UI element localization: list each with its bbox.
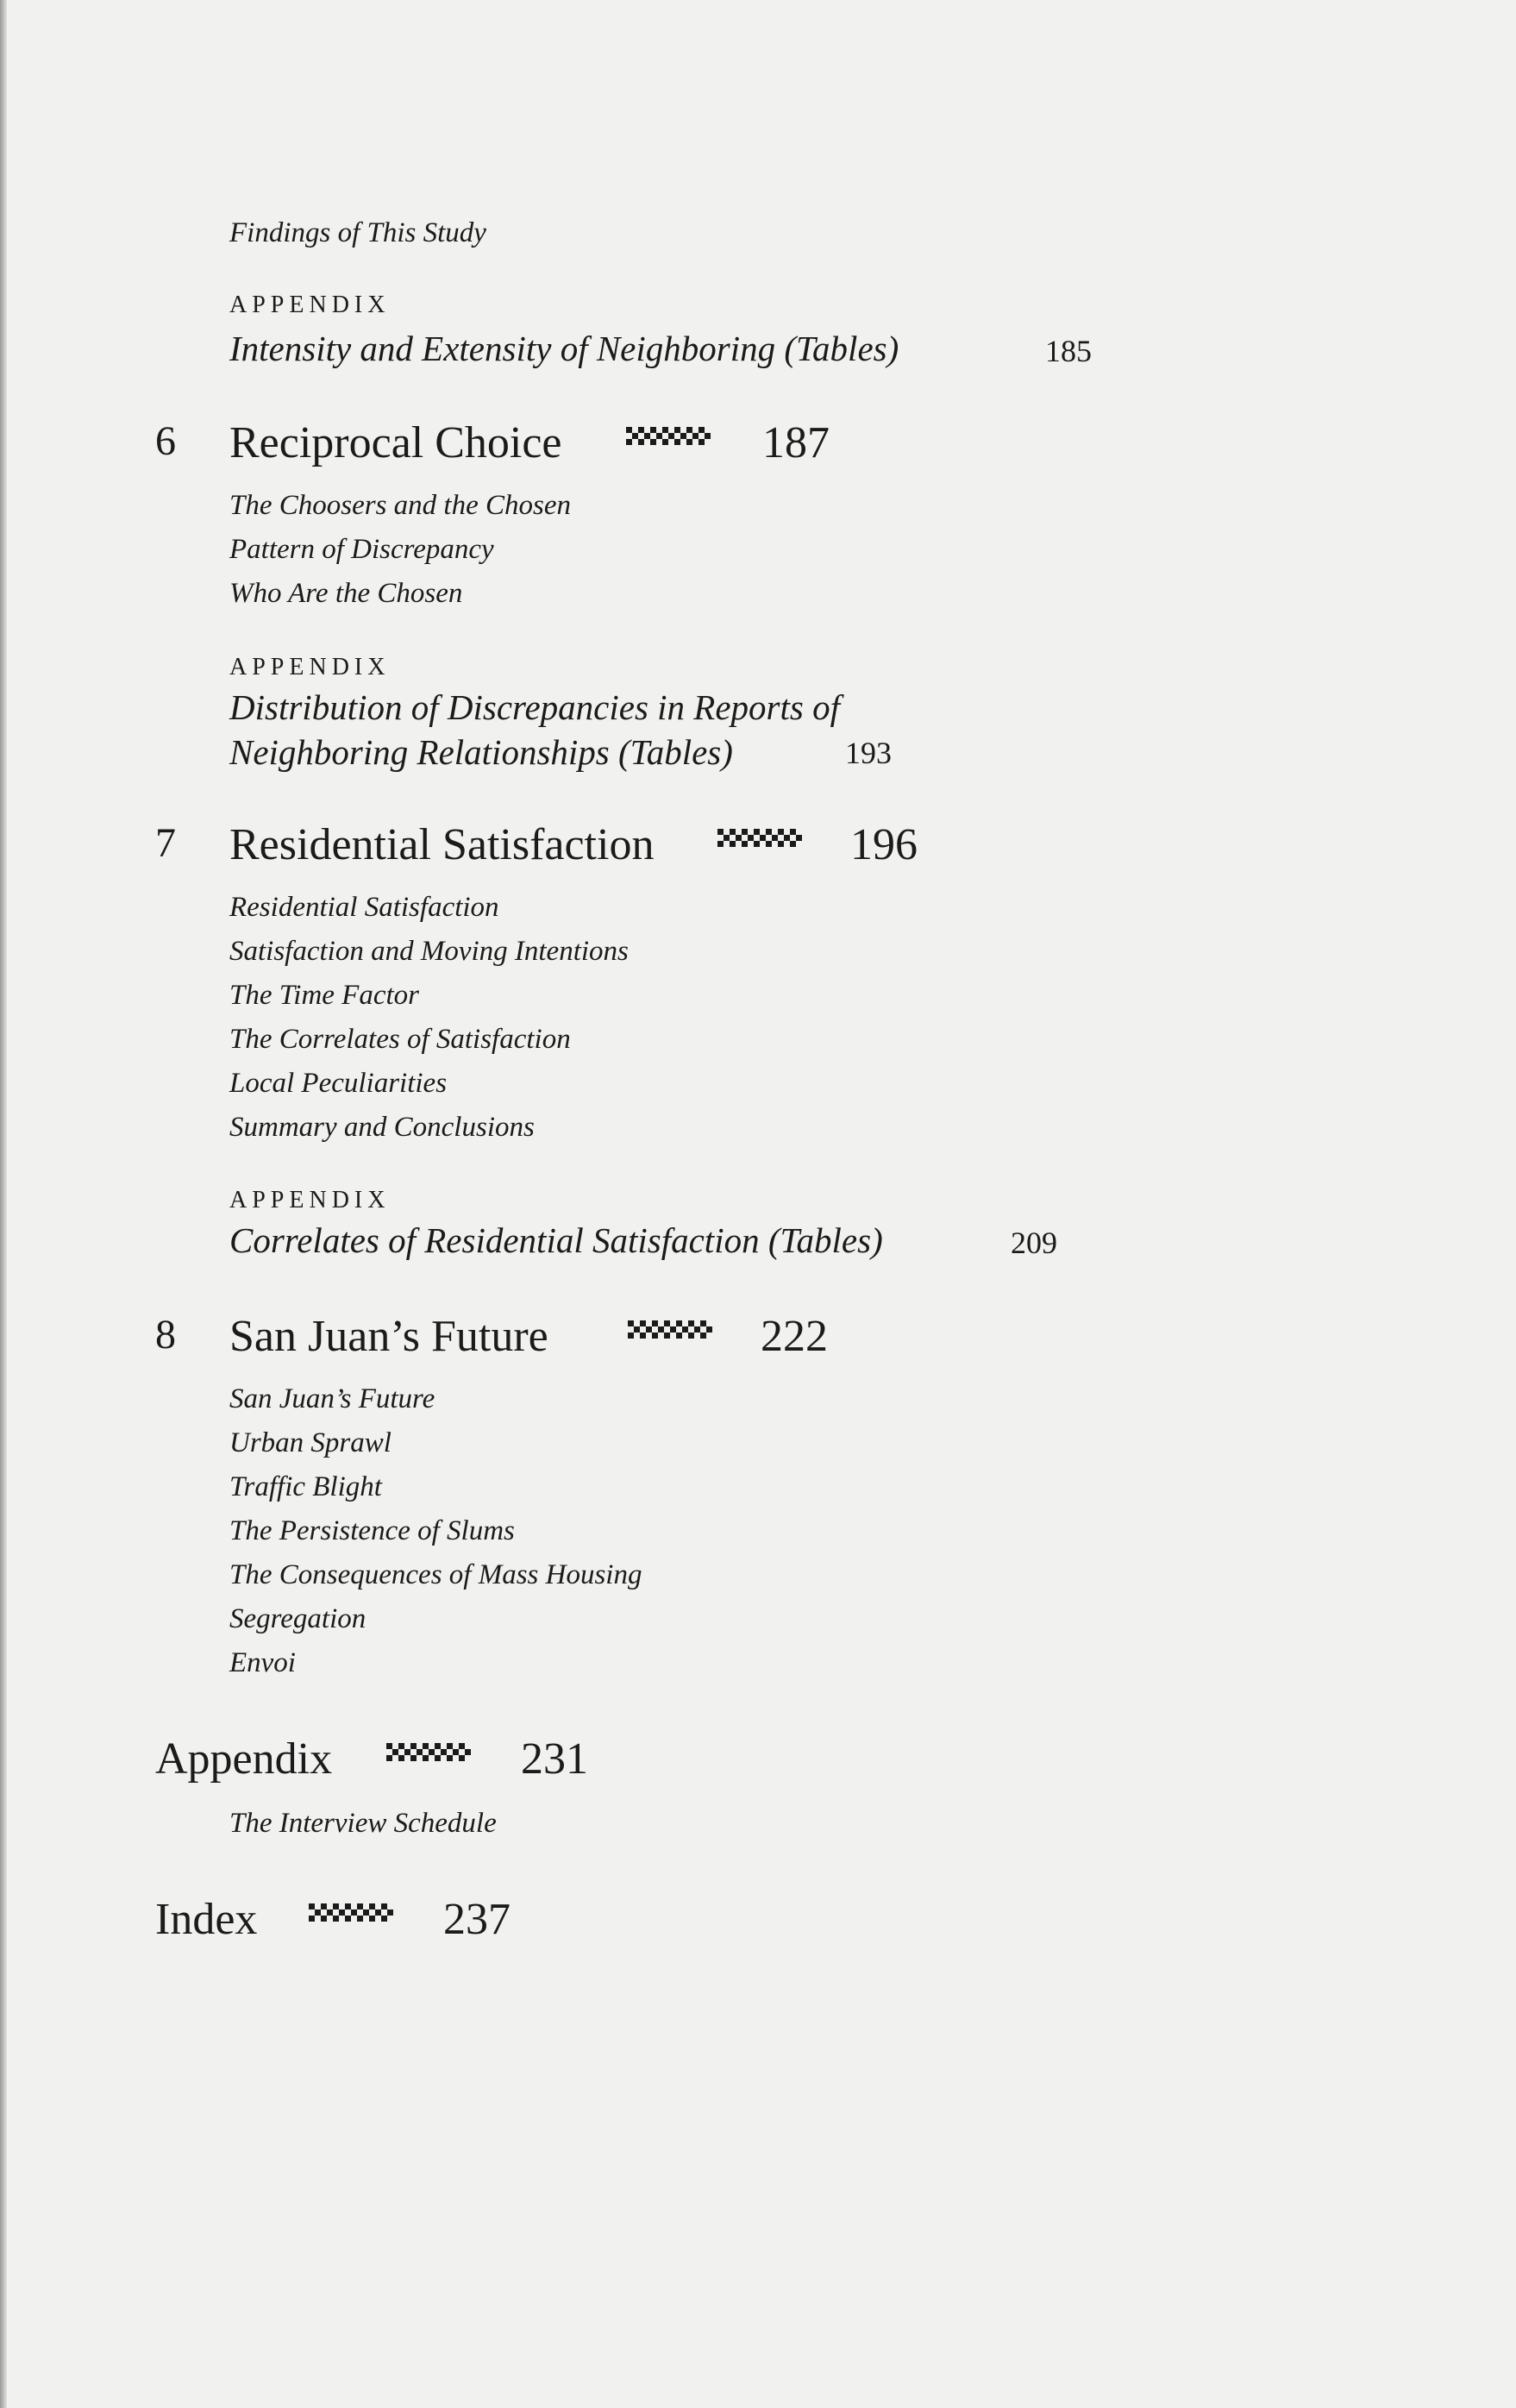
chapter-number: 7 <box>155 820 176 866</box>
appendix-page-number: 193 <box>845 736 892 770</box>
section-item: Local Peculiarities <box>229 1068 448 1099</box>
section-item: Envoi <box>229 1647 296 1678</box>
appendix-title: Neighboring Relationships (Tables) <box>229 732 733 772</box>
appendix-label: APPENDIX <box>229 292 391 318</box>
appendix-label: APPENDIX <box>229 1187 391 1213</box>
section-item: Urban Sprawl <box>229 1427 392 1458</box>
section-item: Satisfaction and Moving Intentions <box>229 936 629 967</box>
section-item: Pattern of Discrepancy <box>229 534 494 565</box>
chapter-number: 6 <box>155 418 176 464</box>
index-page-number: 237 <box>443 1895 511 1944</box>
chapter-number: 8 <box>155 1312 176 1358</box>
appendix-label: APPENDIX <box>229 654 391 680</box>
checkered-ornament-icon <box>624 426 714 445</box>
chapter-page-number: 187 <box>762 418 830 467</box>
checkered-ornament-icon <box>385 1742 474 1761</box>
appendix-title: Correlates of Residential Satisfaction (Tables) <box>229 1220 883 1260</box>
section-item: Who Are the Chosen <box>229 578 463 609</box>
appendix-title: Distribution of Discrepancies in Reports of <box>229 687 840 727</box>
section-item: The Time Factor <box>229 980 419 1011</box>
section-item: Residential Satisfaction <box>229 892 499 923</box>
section-item: The Interview Schedule <box>229 1808 497 1839</box>
page-edge <box>0 0 7 2408</box>
chapter-page-number: 196 <box>850 820 918 869</box>
section-item: San Juan’s Future <box>229 1383 435 1414</box>
appendix-page-number: 185 <box>1045 334 1092 368</box>
section-item: Segregation <box>229 1603 366 1634</box>
checkered-ornament-icon <box>626 1320 716 1339</box>
section-item: Findings of This Study <box>229 217 486 248</box>
chapter-title: Reciprocal Choice <box>229 418 562 467</box>
checkered-ornament-icon <box>716 828 805 847</box>
appendix-heading-page-number: 231 <box>521 1734 588 1784</box>
appendix-title-heading: Appendix <box>155 1734 333 1784</box>
index-heading: Index <box>155 1895 258 1944</box>
section-item: The Consequences of Mass Housing <box>229 1559 642 1590</box>
section-item: The Correlates of Satisfaction <box>229 1024 571 1055</box>
section-item: The Persistence of Slums <box>229 1515 515 1546</box>
checkered-ornament-icon <box>307 1903 397 1922</box>
appendix-title: Intensity and Extensity of Neighboring (Tables) <box>229 329 899 368</box>
section-item: The Choosers and the Chosen <box>229 490 571 521</box>
section-item: Traffic Blight <box>229 1471 382 1502</box>
appendix-page-number: 209 <box>1011 1226 1057 1260</box>
chapter-title: Residential Satisfaction <box>229 820 655 869</box>
chapter-title: San Juan’s Future <box>229 1312 548 1361</box>
chapter-page-number: 222 <box>761 1312 828 1361</box>
section-item: Summary and Conclusions <box>229 1112 535 1143</box>
